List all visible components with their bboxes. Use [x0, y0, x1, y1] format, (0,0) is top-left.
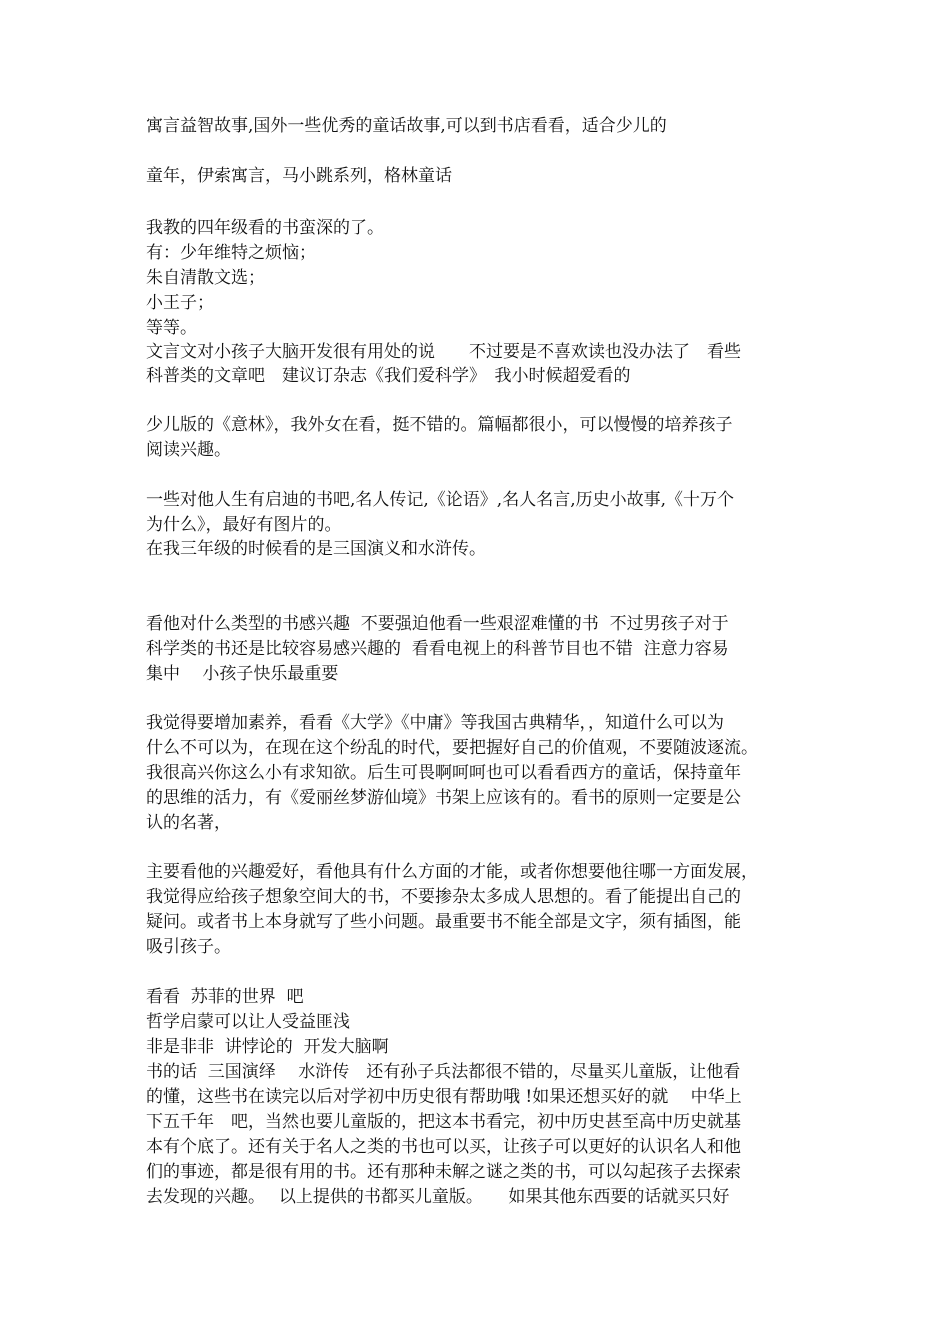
text-line: 去发现的兴趣。 以上提供的书都买儿童版。 如果其他东西要的话就买只好 [146, 1187, 730, 1207]
text-line: 认的名著， [146, 813, 231, 833]
text-line: 本有个底了。还有关于名人之类的书也可以买，让孩子可以更好的认识名人和他 [146, 1137, 741, 1157]
text-line: 看看 苏菲的世界 吧 [146, 987, 304, 1007]
text-line: 们的事迹，都是很有用的书。还有那种未解之谜之类的书，可以勾起孩子去探索 [146, 1162, 741, 1182]
text-line: 我觉得应给孩子想象空间大的书，不要掺杂太多成人思想的。看了能提出自己的 [146, 887, 741, 907]
text-line: 小王子； [146, 293, 214, 313]
text-line: 疑问。或者书上本身就写了些小问题。最重要书不能全部是文字，须有插图，能 [146, 912, 741, 932]
text-line: 集中 小孩子快乐最重要 [146, 664, 339, 684]
text-line: 什么不可以为，在现在这个纷乱的时代，要把握好自己的价值观，不要随波逐流。 [146, 738, 758, 758]
text-line: 下五千年 吧，当然也要儿童版的，把这本书看完，初中历史甚至高中历史就基 [146, 1112, 741, 1132]
text-line: 看他对什么类型的书感兴趣 不要强迫他看一些艰涩难懂的书 不过男孩子对于 [146, 614, 729, 634]
text-line: 哲学启蒙可以让人受益匪浅 [146, 1012, 350, 1032]
text-line: 有：少年维特之烦恼； [146, 243, 316, 263]
text-line: 寓言益智故事,国外一些优秀的童话故事,可以到书店看看，适合少儿的 [146, 116, 667, 136]
text-line: 童年，伊索寓言，马小跳系列，格林童话 [146, 166, 452, 186]
text-line: 非是非非 讲悖论的 开发大脑啊 [146, 1037, 389, 1057]
text-line: 我很高兴你这么小有求知欲。后生可畏啊呵呵也可以看看西方的童话，保持童年 [146, 763, 741, 783]
text-line: 科学类的书还是比较容易感兴趣的 看看电视上的科普节目也不错 注意力容易 [146, 639, 729, 659]
text-line: 在我三年级的时候看的是三国演义和水浒传。 [146, 539, 486, 559]
text-line: 为什么》，最好有图片的。 [146, 515, 342, 535]
text-line: 文言文对小孩子大脑开发很有用处的说 不过要是不喜欢读也没办法了 看些 [146, 342, 741, 362]
text-line: 阅读兴趣。 [146, 440, 231, 460]
text-line: 的思维的活力，有《爱丽丝梦游仙境》书架上应该有的。看书的原则一定要是公 [146, 788, 741, 808]
text-line: 我教的四年级看的书蛮深的了。 [146, 218, 384, 238]
text-line: 书的话 三国演绎 水浒传 还有孙子兵法都很不错的，尽量买儿童版，让他看 [146, 1062, 741, 1082]
text-line: 的懂，这些书在读完以后对学初中历史很有帮助哦 !如果还想买好的就 中华上 [146, 1087, 742, 1107]
text-line: 等等。 [146, 318, 197, 338]
text-line: 我觉得要增加素养，看看《大学》《中庸》等我国古典精华，，知道什么可以为 [146, 713, 724, 733]
text-line: 吸引孩子。 [146, 937, 231, 957]
text-line: 朱自清散文选； [146, 268, 265, 288]
text-line: 主要看他的兴趣爱好，看他具有什么方面的才能，或者你想要他往哪一方面发展， [146, 862, 758, 882]
text-line: 一些对他人生有启迪的书吧,名人传记,《论语》,名人名言,历史小故事,《十万个 [146, 490, 735, 510]
text-line: 科普类的文章吧 建议订杂志《我们爱科学》 我小时候超爱看的 [146, 366, 631, 386]
text-line: 少儿版的《意林》，我外女在看，挺不错的。篇幅都很小，可以慢慢的培养孩子 [146, 415, 733, 435]
